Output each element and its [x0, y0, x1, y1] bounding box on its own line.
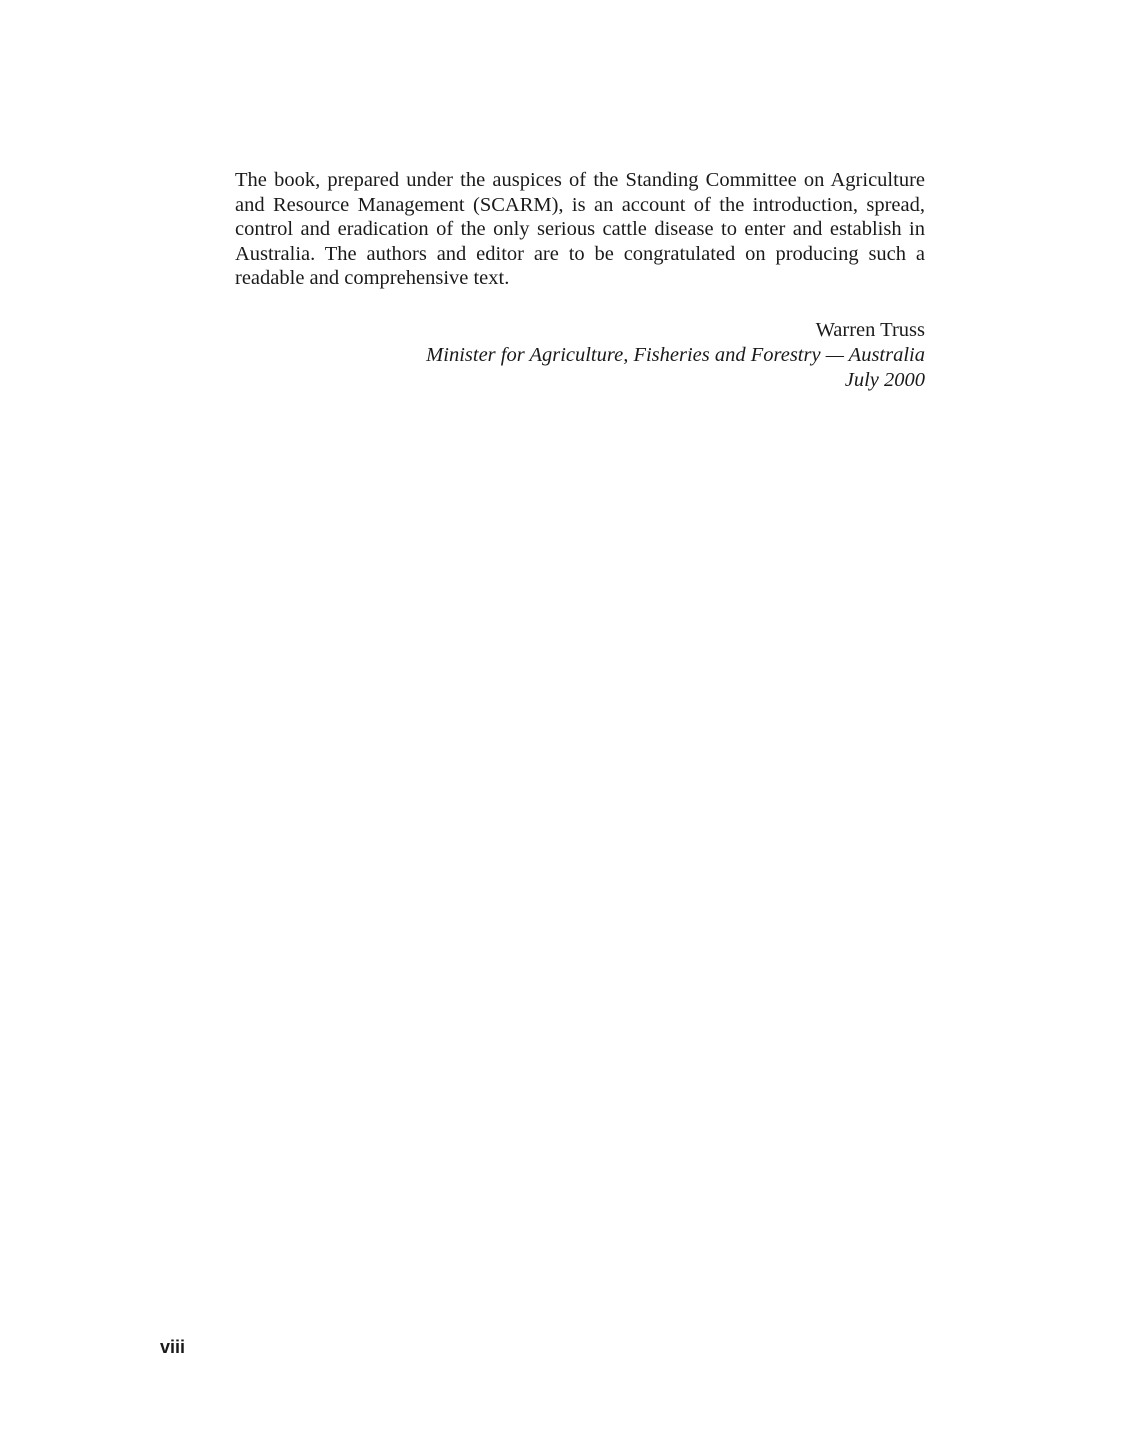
signatory-title: Minister for Agriculture, Fisheries and Forestry — Australia [426, 344, 925, 366]
signature-block [235, 318, 925, 393]
page-number: viii [160, 1337, 186, 1357]
signature-date: July 2000 [844, 369, 925, 391]
foreword-paragraph: The book, prepared under the auspices of the Standing Committee on Agriculture and Resource Management (SCARM), is an account of the introduction, spread, control and eradication of the only serious cattle disease to enter and establish in Australia. The authors and editor are to be congratulated on producing such a readable and comprehensive text. [235, 169, 925, 290]
signatory-name: Warren Truss [815, 319, 925, 341]
